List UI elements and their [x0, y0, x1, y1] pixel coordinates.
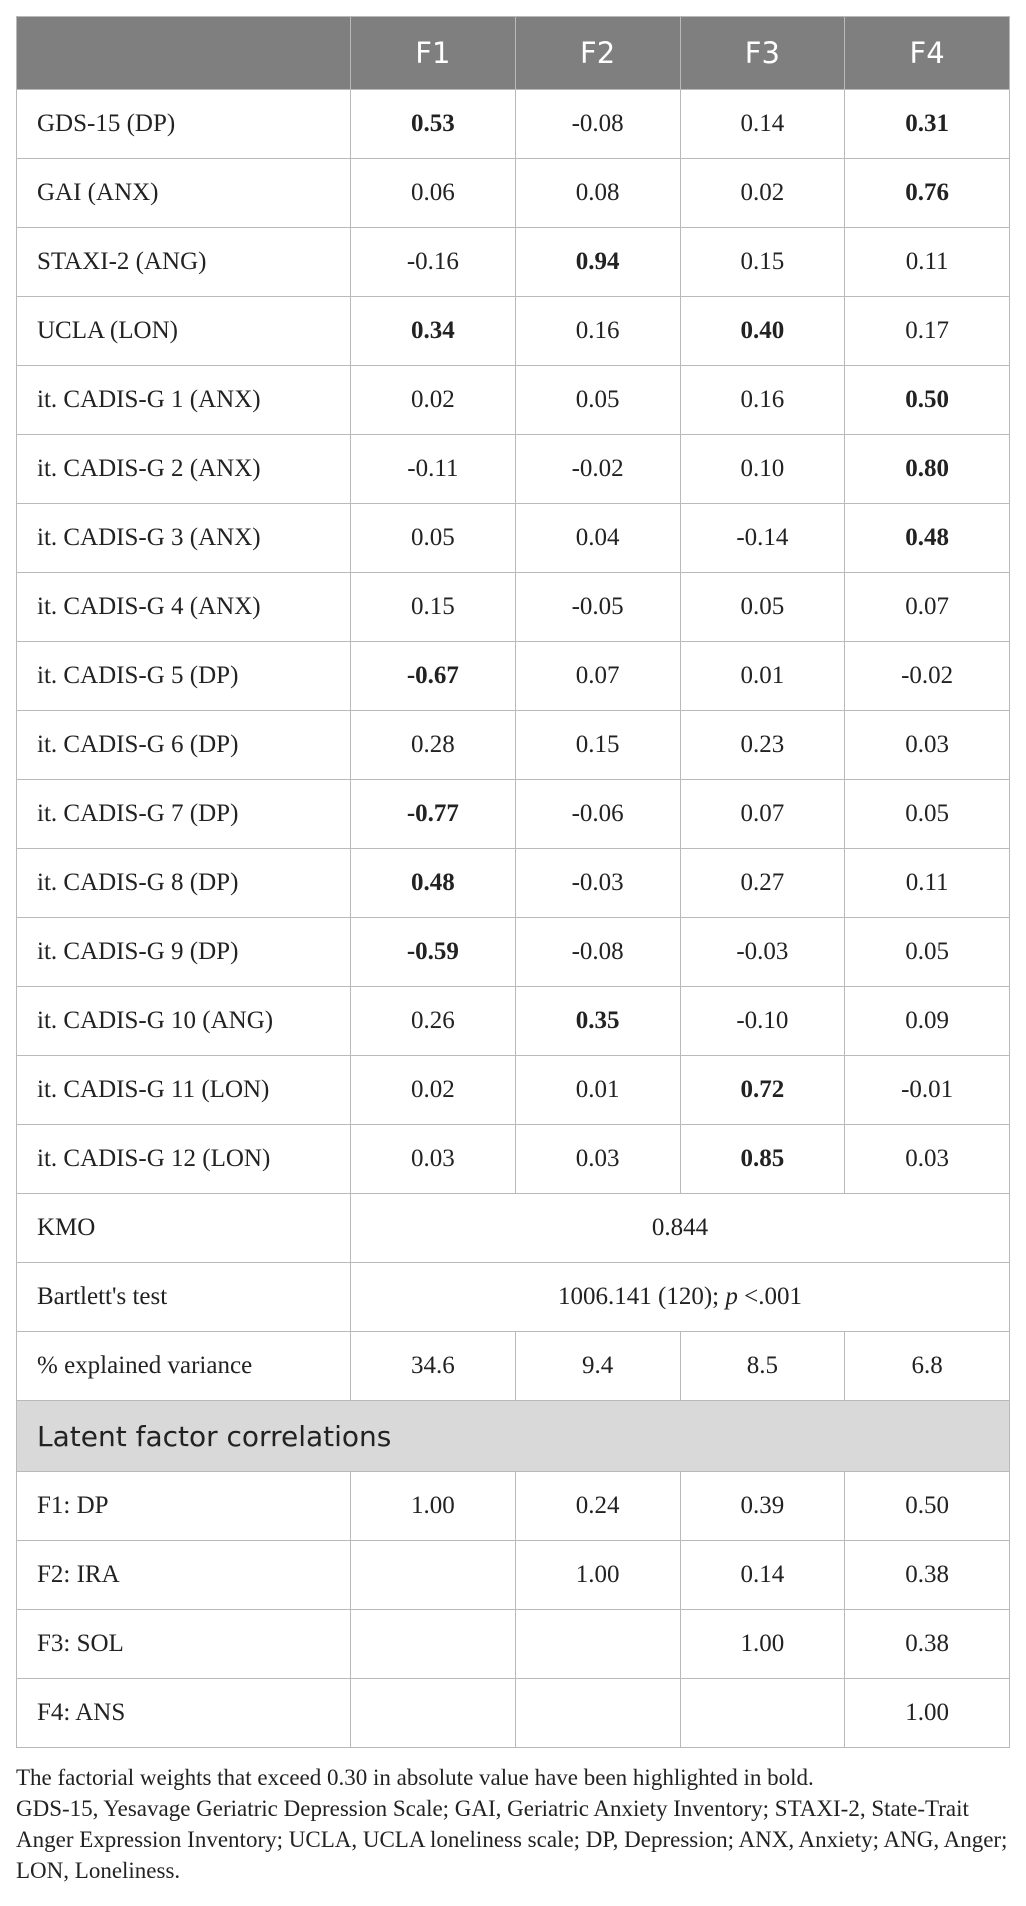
- loading-cell: -0.08: [515, 90, 680, 159]
- row-label: it. CADIS-G 5 (DP): [17, 642, 351, 711]
- loading-cell: 0.08: [515, 159, 680, 228]
- loading-cell: 0.03: [351, 1125, 516, 1194]
- correlation-cell: 1.00: [680, 1610, 845, 1679]
- loading-cell: 0.05: [515, 366, 680, 435]
- variance-row: [17, 1332, 1010, 1401]
- loading-cell: 0.07: [845, 573, 1010, 642]
- loading-cell: 0.07: [680, 780, 845, 849]
- loading-cell: 0.03: [845, 711, 1010, 780]
- table-row: [17, 1125, 1010, 1194]
- header-cell: [17, 17, 351, 90]
- loading-cell: 0.03: [845, 1125, 1010, 1194]
- correlation-cell: 1.00: [515, 1541, 680, 1610]
- correlation-cell: [351, 1679, 516, 1748]
- row-label: it. CADIS-G 1 (ANX): [17, 366, 351, 435]
- header-row: [17, 17, 1010, 90]
- correlation-cell: [515, 1610, 680, 1679]
- loading-cell: 0.05: [845, 780, 1010, 849]
- row-label: it. CADIS-G 11 (LON): [17, 1056, 351, 1125]
- loading-cell: 0.06: [351, 159, 516, 228]
- loading-cell: -0.59: [351, 918, 516, 987]
- bartlett-value: [351, 1263, 1010, 1332]
- row-label: % explained variance: [17, 1332, 351, 1401]
- loading-cell: 0.27: [680, 849, 845, 918]
- loading-cell: -0.03: [680, 918, 845, 987]
- correlation-cell: 0.38: [845, 1610, 1010, 1679]
- loading-cell: -0.02: [515, 435, 680, 504]
- loading-cell: 0.34: [351, 297, 516, 366]
- row-label: it. CADIS-G 7 (DP): [17, 780, 351, 849]
- correlation-cell: [515, 1679, 680, 1748]
- row-label: GDS-15 (DP): [17, 90, 351, 159]
- loading-cell: -0.03: [515, 849, 680, 918]
- loading-cell: 0.50: [845, 366, 1010, 435]
- table-row: [17, 711, 1010, 780]
- loading-cell: 0.31: [845, 90, 1010, 159]
- loading-cell: 0.28: [351, 711, 516, 780]
- row-label: GAI (ANX): [17, 159, 351, 228]
- bartlett-row: [17, 1263, 1010, 1332]
- header-cell: F2: [515, 17, 680, 90]
- loading-cell: 0.02: [351, 366, 516, 435]
- row-label: F3: SOL: [17, 1610, 351, 1679]
- loading-cell: 0.01: [680, 642, 845, 711]
- kmo-value: 0.844: [351, 1194, 1010, 1263]
- table-row: [17, 297, 1010, 366]
- p-symbol: p: [725, 1283, 738, 1310]
- row-label: F4: ANS: [17, 1679, 351, 1748]
- loading-cell: 0.05: [680, 573, 845, 642]
- correlation-row: [17, 1472, 1010, 1541]
- header-cell: F1: [351, 17, 516, 90]
- variance-cell: 8.5: [680, 1332, 845, 1401]
- table-row: [17, 1056, 1010, 1125]
- loading-cell: 0.09: [845, 987, 1010, 1056]
- loading-cell: 0.15: [680, 228, 845, 297]
- row-label: it. CADIS-G 6 (DP): [17, 711, 351, 780]
- loading-cell: -0.11: [351, 435, 516, 504]
- correlation-cell: [351, 1541, 516, 1610]
- factor-loadings-table: [16, 16, 1010, 1748]
- loading-cell: 0.26: [351, 987, 516, 1056]
- header-cell: F3: [680, 17, 845, 90]
- table-row: [17, 918, 1010, 987]
- table-row: [17, 642, 1010, 711]
- loading-cell: 0.16: [680, 366, 845, 435]
- correlation-row: [17, 1541, 1010, 1610]
- correlation-cell: 0.50: [845, 1472, 1010, 1541]
- footnote-line: GDS-15, Yesavage Geriatric Depression Scale; GAI, Geriatric Anxiety Inventory; STAXI-2, State-Trait Anger Expression Inventory; UCLA, UCLA loneliness scale; DP, Depression; ANX, Anxiety; ANG, Anger; LON, Loneliness.: [16, 1796, 1008, 1883]
- loading-cell: -0.77: [351, 780, 516, 849]
- loading-cell: 0.23: [680, 711, 845, 780]
- row-label: it. CADIS-G 12 (LON): [17, 1125, 351, 1194]
- bartlett-stat: 1006.141 (120);: [558, 1283, 726, 1310]
- row-label: it. CADIS-G 10 (ANG): [17, 987, 351, 1056]
- table-row: [17, 366, 1010, 435]
- loading-cell: 0.07: [515, 642, 680, 711]
- loading-cell: 0.72: [680, 1056, 845, 1125]
- row-label: it. CADIS-G 9 (DP): [17, 918, 351, 987]
- loading-cell: 0.48: [351, 849, 516, 918]
- header-cell: F4: [845, 17, 1010, 90]
- loading-cell: 0.04: [515, 504, 680, 573]
- row-label: it. CADIS-G 8 (DP): [17, 849, 351, 918]
- table-row: [17, 780, 1010, 849]
- loading-cell: -0.16: [351, 228, 516, 297]
- correlation-cell: [680, 1679, 845, 1748]
- loading-cell: 0.48: [845, 504, 1010, 573]
- table-row: [17, 159, 1010, 228]
- row-label: STAXI-2 (ANG): [17, 228, 351, 297]
- correlation-row: [17, 1679, 1010, 1748]
- loading-cell: -0.06: [515, 780, 680, 849]
- loading-cell: -0.05: [515, 573, 680, 642]
- row-label: it. CADIS-G 2 (ANX): [17, 435, 351, 504]
- table-row: [17, 228, 1010, 297]
- correlation-cell: [351, 1610, 516, 1679]
- correlation-cell: 0.24: [515, 1472, 680, 1541]
- loading-cell: 0.35: [515, 987, 680, 1056]
- table-row: [17, 435, 1010, 504]
- loading-cell: -0.10: [680, 987, 845, 1056]
- table-footnote: [16, 1762, 1009, 1886]
- table-row: [17, 573, 1010, 642]
- variance-cell: 6.8: [845, 1332, 1010, 1401]
- loading-cell: -0.67: [351, 642, 516, 711]
- loading-cell: -0.08: [515, 918, 680, 987]
- row-label: it. CADIS-G 3 (ANX): [17, 504, 351, 573]
- correlation-cell: 0.39: [680, 1472, 845, 1541]
- kmo-row: [17, 1194, 1010, 1263]
- footnote-line: The factorial weights that exceed 0.30 in absolute value have been highlighted in bold.: [16, 1765, 814, 1790]
- loading-cell: 0.76: [845, 159, 1010, 228]
- row-label: Bartlett's test: [17, 1263, 351, 1332]
- loading-cell: 0.02: [680, 159, 845, 228]
- loading-cell: 0.10: [680, 435, 845, 504]
- variance-cell: 34.6: [351, 1332, 516, 1401]
- loading-cell: 0.11: [845, 228, 1010, 297]
- loading-cell: 0.16: [515, 297, 680, 366]
- loading-cell: 0.14: [680, 90, 845, 159]
- loading-cell: 0.85: [680, 1125, 845, 1194]
- correlation-cell: 0.14: [680, 1541, 845, 1610]
- correlation-cell: 1.00: [845, 1679, 1010, 1748]
- correlation-cell: 0.38: [845, 1541, 1010, 1610]
- loading-cell: 0.53: [351, 90, 516, 159]
- section-title: Latent factor correlations: [17, 1401, 1010, 1472]
- row-label: KMO: [17, 1194, 351, 1263]
- correlation-cell: 1.00: [351, 1472, 516, 1541]
- loading-cell: -0.01: [845, 1056, 1010, 1125]
- table-row: [17, 987, 1010, 1056]
- loading-cell: -0.14: [680, 504, 845, 573]
- section-header-row: [17, 1401, 1010, 1472]
- bartlett-p: <.001: [737, 1283, 802, 1310]
- table-row: [17, 90, 1010, 159]
- row-label: F2: IRA: [17, 1541, 351, 1610]
- table-row: [17, 504, 1010, 573]
- variance-cell: 9.4: [515, 1332, 680, 1401]
- loading-cell: -0.02: [845, 642, 1010, 711]
- loading-cell: 0.03: [515, 1125, 680, 1194]
- row-label: UCLA (LON): [17, 297, 351, 366]
- loading-cell: 0.15: [351, 573, 516, 642]
- loading-cell: 0.80: [845, 435, 1010, 504]
- table-row: [17, 849, 1010, 918]
- table-container: [16, 16, 1009, 1886]
- row-label: it. CADIS-G 4 (ANX): [17, 573, 351, 642]
- loading-cell: 0.17: [845, 297, 1010, 366]
- loading-cell: 0.40: [680, 297, 845, 366]
- correlation-row: [17, 1610, 1010, 1679]
- loading-cell: 0.02: [351, 1056, 516, 1125]
- loading-cell: 0.05: [845, 918, 1010, 987]
- loading-cell: 0.05: [351, 504, 516, 573]
- loading-cell: 0.11: [845, 849, 1010, 918]
- loading-cell: 0.01: [515, 1056, 680, 1125]
- row-label: F1: DP: [17, 1472, 351, 1541]
- loading-cell: 0.15: [515, 711, 680, 780]
- loading-cell: 0.94: [515, 228, 680, 297]
